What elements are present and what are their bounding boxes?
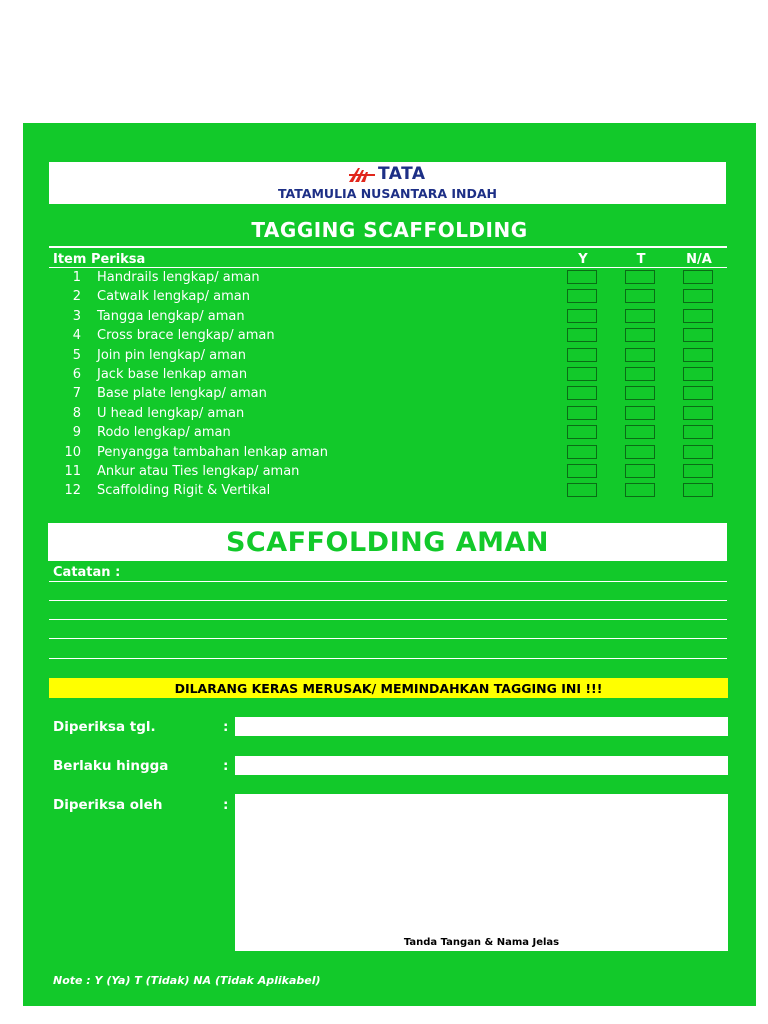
list-item — [23, 462, 756, 481]
item-number: 1 — [72, 270, 81, 285]
item-number: 12 — [64, 483, 81, 499]
item-label: Join pin lengkap/ aman — [97, 347, 246, 363]
list-item — [23, 443, 756, 462]
checkbox-t[interactable] — [625, 483, 655, 497]
checkbox-t[interactable] — [625, 406, 655, 420]
item-number: 2 — [72, 289, 81, 305]
item-number: 3 — [72, 308, 81, 324]
item-label: Scaffolding Rigit & Vertikal — [97, 483, 271, 499]
item-number: 8 — [72, 405, 81, 421]
list-item — [23, 481, 756, 500]
logo-text: TATA — [378, 164, 426, 184]
warning-banner: DILARANG KERAS MERUSAK/ MEMINDAHKAN TAGGING INI !!! — [49, 678, 728, 698]
checkbox-y[interactable] — [567, 270, 597, 284]
checkbox-y[interactable] — [567, 425, 597, 439]
list-item — [23, 326, 756, 345]
item-label: Catwalk lengkap/ aman — [97, 289, 250, 305]
colon: : — [223, 719, 229, 735]
checkbox-na[interactable] — [683, 328, 713, 342]
checkbox-y[interactable] — [567, 386, 597, 400]
checkbox-t[interactable] — [625, 270, 655, 284]
checkbox-y[interactable] — [567, 483, 597, 497]
checkbox-y[interactable] — [567, 367, 597, 381]
scaffolding-tag — [23, 123, 756, 1006]
item-number: 10 — [64, 444, 81, 460]
checkbox-y[interactable] — [567, 328, 597, 342]
inspected-by-label: Diperiksa oleh — [53, 797, 163, 813]
item-label: U head lengkap/ aman — [97, 405, 245, 421]
colon: : — [223, 797, 229, 813]
valid-until-field[interactable] — [235, 756, 728, 775]
notes-label: Catatan : — [53, 565, 121, 580]
notes-line — [49, 638, 727, 639]
checkbox-na[interactable] — [683, 483, 713, 497]
legend-note: Note : Y (Ya) T (Tidak) NA (Tidak Aplikabel) — [53, 974, 321, 987]
item-label: Handrails lengkap/ aman — [97, 270, 260, 285]
item-label: Tangga lengkap/ aman — [97, 308, 245, 324]
checkbox-y[interactable] — [567, 445, 597, 459]
column-header-t: T — [636, 252, 646, 267]
checkbox-na[interactable] — [683, 386, 713, 400]
checkbox-t[interactable] — [625, 348, 655, 362]
column-header-y: Y — [578, 252, 588, 267]
notes-line — [49, 600, 727, 601]
checkbox-t[interactable] — [625, 328, 655, 342]
checkbox-t[interactable] — [625, 445, 655, 459]
checkbox-y[interactable] — [567, 289, 597, 303]
list-item — [23, 423, 756, 442]
item-label: Base plate lengkap/ aman — [97, 386, 267, 402]
list-item — [23, 365, 756, 384]
checkbox-y[interactable] — [567, 348, 597, 362]
item-number: 6 — [72, 367, 81, 382]
checkbox-na[interactable] — [683, 445, 713, 459]
checkbox-na[interactable] — [683, 309, 713, 323]
checkbox-na[interactable] — [683, 289, 713, 303]
notes-line — [49, 658, 727, 659]
item-label: Ankur atau Ties lengkap/ aman — [97, 464, 300, 479]
item-label: Jack base lenkap aman — [97, 367, 248, 382]
inspected-date-label: Diperiksa tgl. — [53, 719, 156, 735]
checkbox-na[interactable] — [683, 425, 713, 439]
list-item — [23, 346, 756, 365]
list-item — [23, 268, 756, 287]
checkbox-t[interactable] — [625, 367, 655, 381]
checkbox-y[interactable] — [567, 309, 597, 323]
list-item — [23, 307, 756, 326]
company-header — [49, 162, 726, 204]
status-banner — [48, 523, 727, 561]
list-item — [23, 287, 756, 306]
item-column-header: Item Periksa — [53, 252, 146, 267]
checkbox-t[interactable] — [625, 386, 655, 400]
status-banner-text: SCAFFOLDING AMAN — [225, 526, 550, 558]
checkbox-t[interactable] — [625, 309, 655, 323]
notes-line — [49, 581, 727, 582]
checkbox-y[interactable] — [567, 406, 597, 420]
title-divider — [49, 246, 727, 248]
checkbox-y[interactable] — [567, 464, 597, 478]
signature-box[interactable] — [235, 794, 728, 951]
inspected-date-field[interactable] — [235, 717, 728, 736]
checkbox-na[interactable] — [683, 348, 713, 362]
item-number: 5 — [72, 347, 81, 363]
company-logo — [349, 164, 426, 184]
item-number: 11 — [64, 464, 81, 479]
tag-title: TAGGING SCAFFOLDING — [251, 218, 528, 242]
tata-logo-icon — [349, 166, 375, 182]
company-name: TATAMULIA NUSANTARA INDAH — [278, 186, 497, 201]
item-number: 9 — [72, 425, 81, 441]
item-number: 7 — [72, 386, 81, 402]
checkbox-t[interactable] — [625, 464, 655, 478]
checkbox-na[interactable] — [683, 367, 713, 381]
valid-until-label: Berlaku hingga — [53, 758, 169, 774]
item-label: Rodo lengkap/ aman — [97, 425, 231, 441]
notes-line — [49, 619, 727, 620]
item-label: Penyangga tambahan lenkap aman — [97, 444, 328, 460]
checkbox-na[interactable] — [683, 406, 713, 420]
checkbox-na[interactable] — [683, 464, 713, 478]
checkbox-t[interactable] — [625, 289, 655, 303]
list-item — [23, 404, 756, 423]
checkbox-t[interactable] — [625, 425, 655, 439]
signature-caption: Tanda Tangan & Nama Jelas — [403, 937, 560, 948]
checkbox-na[interactable] — [683, 270, 713, 284]
colon: : — [223, 758, 229, 774]
item-label: Cross brace lengkap/ aman — [97, 328, 275, 344]
item-number: 4 — [72, 328, 81, 344]
list-item — [23, 384, 756, 403]
column-header-na: N/A — [686, 252, 712, 267]
